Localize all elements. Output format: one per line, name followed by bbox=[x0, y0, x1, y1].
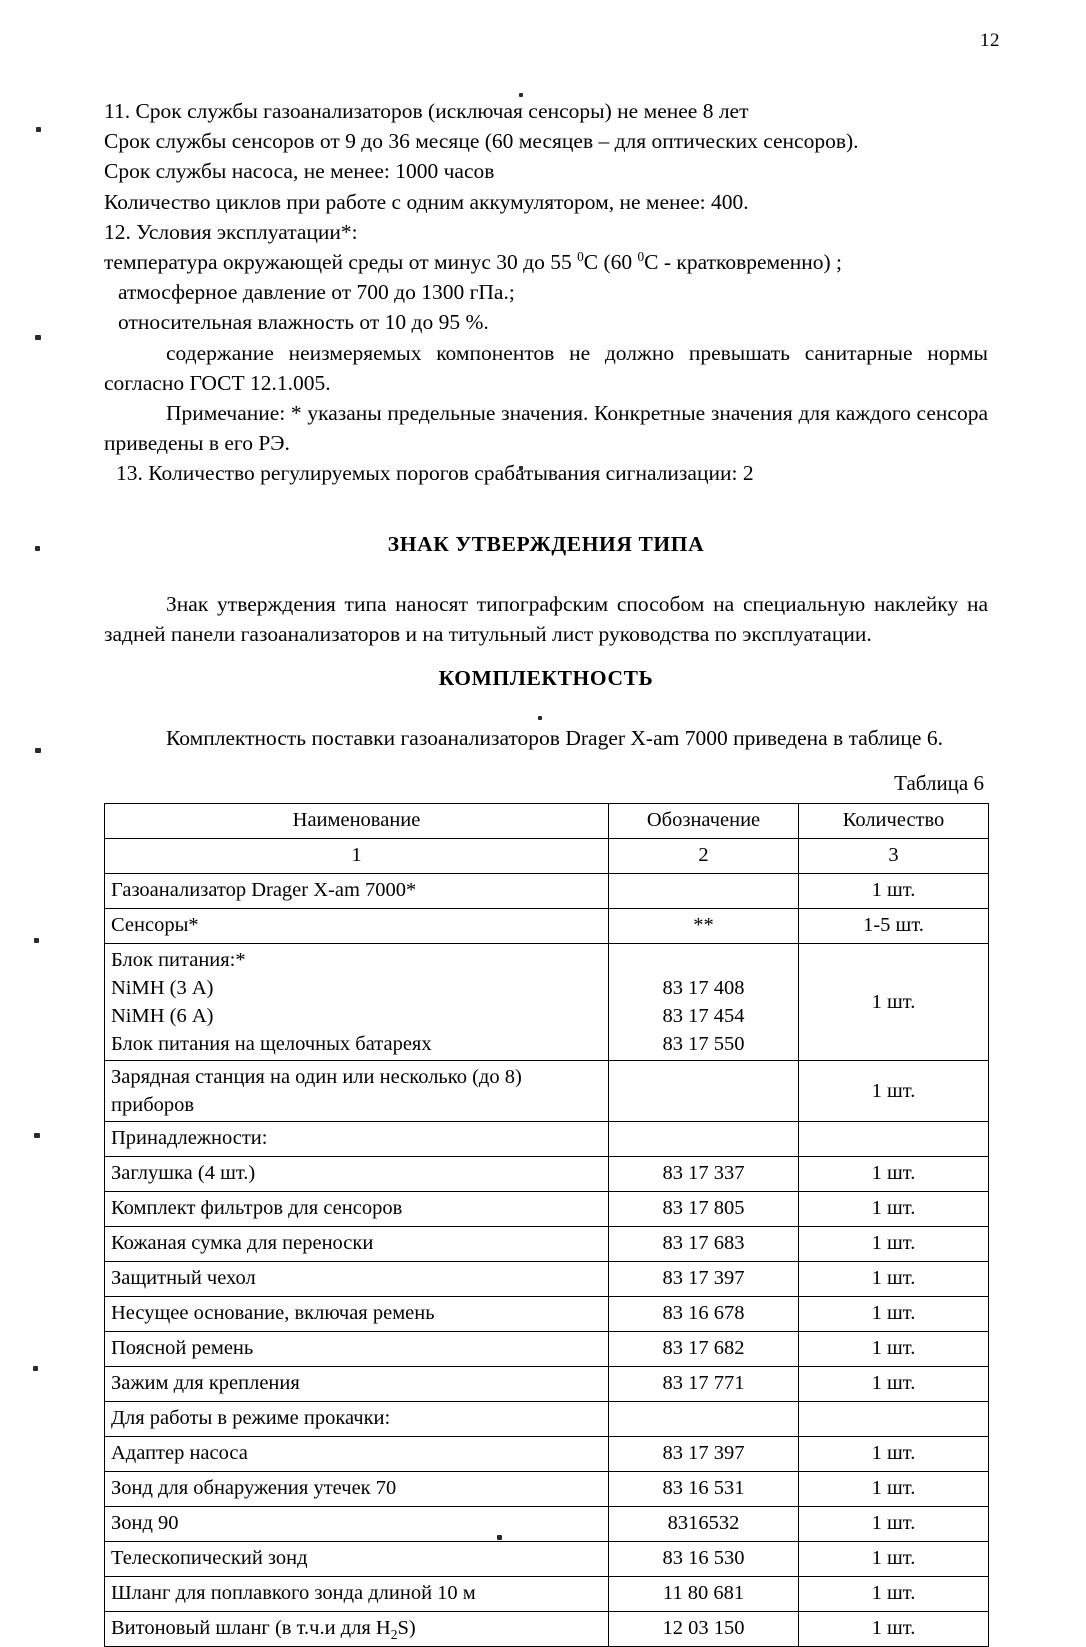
heading-completeness: КОМПЛЕКТНОСТЬ bbox=[438, 666, 654, 691]
cell-quantity: 1 шт. bbox=[799, 943, 989, 1060]
cell-name: Заглушка (4 шт.) bbox=[105, 1156, 609, 1191]
type-approval-mark-paragraph: Знак утверждения типа наносят типографским способом на специальную наклейку на задней панели газоанализаторов и на титульный лист руководства по эксплуатации. bbox=[104, 591, 988, 647]
cell-name: Кожаная сумка для переноски bbox=[105, 1226, 609, 1261]
table-row bbox=[105, 1261, 989, 1296]
spec-item-11-line-2: Срок службы сенсоров от 9 до 36 месяце (60 месяцев – для оптических сенсоров). bbox=[104, 129, 859, 154]
cell-quantity: 1 шт. bbox=[799, 1331, 989, 1366]
cell-designation bbox=[609, 943, 799, 1060]
column-header-quantity: Количество bbox=[799, 803, 989, 838]
table-header-row bbox=[105, 803, 989, 838]
cell-quantity: 1 шт. bbox=[799, 1541, 989, 1576]
cell-quantity bbox=[799, 1401, 989, 1436]
table-row bbox=[105, 1121, 989, 1156]
column-header-designation: Обозначение bbox=[609, 803, 799, 838]
cell-designation: 83 17 805 bbox=[609, 1191, 799, 1226]
cell-designation: 12 03 150 bbox=[609, 1611, 799, 1646]
table-row bbox=[105, 1060, 989, 1121]
cell-quantity: 1 шт. bbox=[799, 1436, 989, 1471]
cell-name-line: Блок питания на щелочных батареях bbox=[111, 1032, 432, 1055]
cell-name bbox=[105, 943, 609, 1060]
spec-item-12-title: 12. Условия эксплуатации*: bbox=[104, 219, 358, 244]
cell-name: Комплект фильтров для сенсоров bbox=[105, 1191, 609, 1226]
relative-humidity-line: относительная влажность от 10 до 95 %. bbox=[118, 310, 489, 335]
temperature-text-post: С - кратковременно) ; bbox=[644, 250, 842, 275]
degree-superscript-2: 0 bbox=[637, 248, 645, 264]
cell-name: Газоанализатор Drager X-am 7000* bbox=[105, 873, 609, 908]
sanitary-norms-paragraph: содержание неизмеряемых компонентов не должно превышать санитарные нормы согласно ГОСТ 12.1.005. bbox=[104, 340, 988, 395]
cell-quantity: 1 шт. bbox=[799, 1226, 989, 1261]
cell-quantity: 1 шт. bbox=[799, 1156, 989, 1191]
atmospheric-pressure-line: атмосферное давление от 700 до 1300 гПа.; bbox=[118, 280, 515, 305]
table-row bbox=[105, 1331, 989, 1366]
cell-designation bbox=[609, 873, 799, 908]
cell-designation: 11 80 681 bbox=[609, 1576, 799, 1611]
column-header-name: Наименование bbox=[105, 803, 609, 838]
table-body bbox=[105, 873, 989, 1646]
spec-item-13: 13. Количество регулируемых порогов срабатывания сигнализации: 2 bbox=[116, 461, 754, 486]
table-row bbox=[105, 908, 989, 943]
cell-name: Принадлежности: bbox=[105, 1121, 609, 1156]
cell-designation-line: 83 17 550 bbox=[662, 1032, 745, 1055]
heading-type-approval-mark: ЗНАК УТВЕРЖДЕНИЯ ТИПА bbox=[387, 531, 705, 556]
cell-designation: 83 16 531 bbox=[609, 1471, 799, 1506]
table-caption: Таблица 6 bbox=[894, 770, 984, 795]
cell-designation: 83 16 530 bbox=[609, 1541, 799, 1576]
cell-name: Зонд 90 bbox=[105, 1506, 609, 1541]
spec-item-11-line-3: Срок службы насоса, не менее: 1000 часов bbox=[104, 159, 495, 184]
cell-name: Адаптер насоса bbox=[105, 1436, 609, 1471]
scan-speckle bbox=[35, 748, 41, 753]
cell-quantity: 1 шт. bbox=[799, 1611, 989, 1646]
cell-quantity: 1 шт. bbox=[799, 1060, 989, 1121]
cell-name: Телескопический зонд bbox=[105, 1541, 609, 1576]
cell-name-line: NiMH (3 А) bbox=[111, 976, 214, 999]
temperature-text-pre: температура окружающей среды от минус 30 до 55 bbox=[104, 250, 578, 275]
cell-quantity: 1 шт. bbox=[799, 873, 989, 908]
cell-designation bbox=[609, 1060, 799, 1121]
table-row bbox=[105, 1541, 989, 1576]
table-numbering-row bbox=[105, 838, 989, 873]
cell-designation: 83 17 682 bbox=[609, 1331, 799, 1366]
cell-name: Поясной ремень bbox=[105, 1331, 609, 1366]
cell-quantity: 1 шт. bbox=[799, 1576, 989, 1611]
cell-designation-line: 83 17 454 bbox=[662, 1004, 745, 1027]
table-row bbox=[105, 1401, 989, 1436]
note-paragraph: Примечание: * указаны предельные значения. Конкретные значения для каждого сенсора приведены в его РЭ. bbox=[104, 401, 988, 456]
table-row bbox=[105, 1156, 989, 1191]
cell-designation bbox=[609, 1121, 799, 1156]
completeness-table bbox=[104, 803, 989, 1647]
scan-speckle bbox=[35, 335, 41, 340]
table-row bbox=[105, 873, 989, 908]
table-row bbox=[105, 1576, 989, 1611]
cell-name: Для работы в режиме прокачки: bbox=[105, 1401, 609, 1436]
cell-designation: 83 17 683 bbox=[609, 1226, 799, 1261]
cell-designation: 83 17 397 bbox=[609, 1436, 799, 1471]
cell-quantity: 1 шт. bbox=[799, 1261, 989, 1296]
cell-name-line: Блок питания:* bbox=[111, 948, 246, 971]
cell-name: Зарядная станция на один или несколько (до 8) приборов bbox=[105, 1060, 609, 1121]
cell-designation: 8316532 bbox=[609, 1506, 799, 1541]
column-number-2: 2 bbox=[609, 838, 799, 873]
page-number: 12 bbox=[980, 30, 1000, 51]
spec-item-11-line-4: Количество циклов при работе с одним аккумулятором, не менее: 400. bbox=[104, 189, 749, 214]
cell-designation bbox=[609, 1401, 799, 1436]
table-row bbox=[105, 1436, 989, 1471]
table-row bbox=[105, 1611, 989, 1646]
completeness-paragraph: Комплектность поставки газоанализаторов Drager X-am 7000 приведена в таблице 6. bbox=[166, 726, 943, 751]
scan-speckle bbox=[35, 546, 40, 551]
cell-name: Зонд для обнаружения утечек 70 bbox=[105, 1471, 609, 1506]
column-number-3: 3 bbox=[799, 838, 989, 873]
table-row bbox=[105, 1296, 989, 1331]
scan-speckle bbox=[36, 127, 41, 132]
cell-name: Защитный чехол bbox=[105, 1261, 609, 1296]
cell-designation-line: 83 17 408 bbox=[662, 976, 745, 999]
degree-superscript-1: 0 bbox=[577, 248, 584, 264]
cell-quantity bbox=[799, 1121, 989, 1156]
cell-quantity: 1 шт. bbox=[799, 1506, 989, 1541]
spec-item-11-line-1: 11. Срок службы газоанализаторов (исключая сенсоры) не менее 8 лет bbox=[104, 99, 749, 123]
cell-designation: 83 16 678 bbox=[609, 1296, 799, 1331]
operating-temperature-line bbox=[104, 247, 988, 277]
table-row bbox=[105, 1506, 989, 1541]
document-body bbox=[104, 96, 988, 1647]
scan-speckle bbox=[34, 1133, 40, 1138]
table-row bbox=[105, 1226, 989, 1261]
cell-designation: 83 17 771 bbox=[609, 1366, 799, 1401]
table-row bbox=[105, 1471, 989, 1506]
cell-quantity: 1 шт. bbox=[799, 1366, 989, 1401]
cell-name-line: NiMH (6 А) bbox=[111, 1004, 214, 1027]
temperature-text-mid: С (60 bbox=[583, 250, 638, 275]
column-number-1: 1 bbox=[105, 838, 609, 873]
table-row bbox=[105, 1191, 989, 1226]
scan-speckle bbox=[33, 1366, 38, 1371]
cell-quantity: 1 шт. bbox=[799, 1191, 989, 1226]
cell-designation: 83 17 397 bbox=[609, 1261, 799, 1296]
cell-name: Шланг для поплавкого зонда длиной 10 м bbox=[105, 1576, 609, 1611]
cell-name: Зажим для крепления bbox=[105, 1366, 609, 1401]
cell-quantity: 1 шт. bbox=[799, 1296, 989, 1331]
cell-quantity: 1 шт. bbox=[799, 1471, 989, 1506]
cell-designation-line bbox=[615, 946, 792, 974]
table-row bbox=[105, 1366, 989, 1401]
cell-designation: ** bbox=[609, 908, 799, 943]
cell-name: Сенсоры* bbox=[105, 908, 609, 943]
table-row bbox=[105, 943, 989, 1060]
cell-name: Несущее основание, включая ремень bbox=[105, 1296, 609, 1331]
scan-speckle bbox=[34, 938, 39, 943]
cell-designation: 83 17 337 bbox=[609, 1156, 799, 1191]
cell-name: Витоновый шланг (в т.ч.и для $H_2S$) bbox=[105, 1611, 609, 1646]
cell-quantity: 1-5 шт. bbox=[799, 908, 989, 943]
